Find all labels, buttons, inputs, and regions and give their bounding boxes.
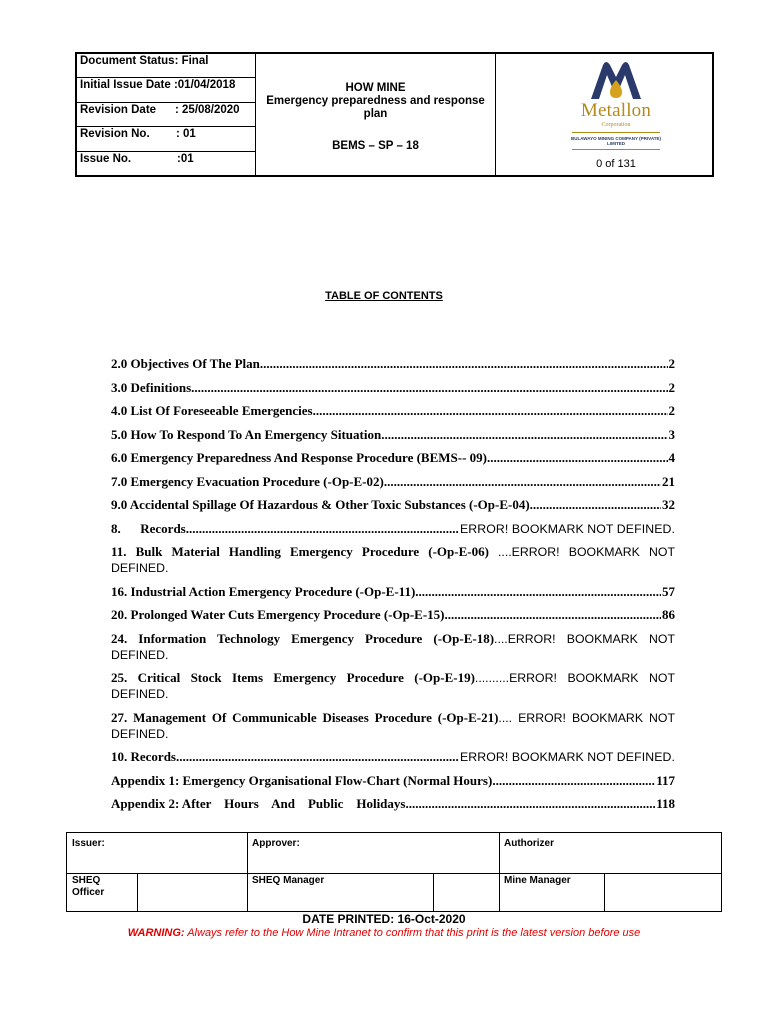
toc-entry-text: 27. Management Of Communicable Diseases Procedure (-Op-E-21) bbox=[111, 709, 499, 725]
toc-entry-text: 8. Records bbox=[111, 520, 186, 536]
footer-divider bbox=[247, 833, 248, 911]
toc-entry[interactable] bbox=[111, 796, 675, 812]
toc-entry-text: Appendix 2: After Hours And Public Holidays bbox=[111, 796, 406, 811]
mine-name: HOW MINE bbox=[345, 82, 406, 94]
revision-no-label: Revision No. bbox=[80, 128, 150, 141]
logo-divider-lower bbox=[572, 149, 660, 150]
footer-divider bbox=[67, 873, 721, 874]
revision-date-label: Revision Date bbox=[80, 103, 157, 116]
revision-no-row bbox=[77, 127, 255, 151]
toc-entry-page: 118 bbox=[656, 796, 675, 811]
document-code: BEMS – SP – 18 bbox=[332, 140, 419, 152]
toc-entry[interactable] bbox=[111, 427, 675, 443]
approver-role: SHEQ Manager bbox=[252, 875, 325, 886]
issuer-role bbox=[72, 875, 104, 899]
document-title-column bbox=[256, 54, 496, 175]
footer-divider bbox=[433, 873, 434, 911]
initial-issue-date-row bbox=[77, 78, 255, 102]
toc-entry[interactable] bbox=[111, 607, 675, 623]
toc-leader bbox=[260, 356, 668, 372]
warning-notice bbox=[0, 927, 768, 939]
toc-entry-page: 86 bbox=[662, 607, 675, 622]
authorizer-label: Authorizer bbox=[504, 838, 554, 849]
toc-entry[interactable] bbox=[111, 450, 675, 466]
page-count: 0 of 131 bbox=[596, 158, 636, 170]
toc-entry-text: 10. Records bbox=[111, 749, 176, 764]
authorizer-role: Mine Manager bbox=[504, 875, 571, 886]
issue-no-label: Issue No. bbox=[80, 152, 132, 165]
metallon-logo-icon bbox=[588, 59, 644, 101]
date-printed: DATE PRINTED: 16-Oct-2020 bbox=[302, 912, 466, 926]
toc-entry-text: 9.0 Accidental Spillage Of Hazardous & Other Toxic Substances (-Op-E-04) bbox=[111, 497, 530, 512]
issuer-label: Issuer: bbox=[72, 838, 105, 849]
toc-entry-text: 6.0 Emergency Preparedness And Response Procedure (BEMS-- 09) bbox=[111, 450, 488, 465]
document-info-column bbox=[77, 54, 256, 175]
document-title-line-1: Emergency preparedness and response bbox=[266, 95, 485, 107]
document-title-line-2: plan bbox=[363, 108, 388, 120]
toc-leader bbox=[530, 497, 661, 513]
logo-wordmark: Metallon bbox=[580, 100, 652, 121]
toc-entry-page: 21 bbox=[662, 473, 675, 489]
approver-label: Approver: bbox=[252, 838, 300, 849]
toc-entry-page: 32 bbox=[662, 497, 675, 512]
toc-entry-text: 5.0 How To Respond To An Emergency Situation bbox=[111, 426, 382, 442]
toc-entry[interactable] bbox=[111, 356, 675, 372]
toc-leader bbox=[186, 521, 459, 537]
toc-entry-page: 57 bbox=[662, 583, 675, 599]
issue-no-row bbox=[77, 152, 255, 175]
issuer-role-line-2: Officer bbox=[72, 887, 105, 898]
toc-entry-text: 20. Prolonged Water Cuts Emergency Procedure (-Op-E-15) bbox=[111, 607, 445, 622]
toc-entry-page: 2 bbox=[668, 403, 675, 418]
toc-entry-text: 7.0 Emergency Evacuation Procedure (-Op-E-02) bbox=[111, 473, 384, 489]
toc-entry[interactable] bbox=[111, 710, 675, 742]
toc-entry-text: 2.0 Objectives Of The Plan bbox=[111, 356, 260, 371]
toc-entry[interactable] bbox=[111, 521, 675, 537]
toc-leader bbox=[313, 403, 668, 419]
toc-entry-page: .... ERROR! BOOKMARK NOT DEFINED. bbox=[111, 710, 675, 741]
toc-entry-page: 4 bbox=[668, 450, 675, 465]
toc-leader bbox=[492, 773, 655, 789]
initial-issue-date-value: 01/04/2018 bbox=[177, 79, 236, 92]
toc-entry-text: 16. Industrial Action Emergency Procedure (-Op-E-11) bbox=[111, 583, 416, 599]
toc-entry-text: 24. Information Technology Emergency Procedure (-Op-E-18) bbox=[111, 630, 495, 646]
toc-entry-text: 25. Critical Stock Items Emergency Procedure (-Op-E-19) bbox=[111, 670, 475, 685]
revision-date-value: : 25/08/2020 bbox=[175, 103, 240, 116]
toc-title: TABLE OF CONTENTS bbox=[325, 290, 443, 302]
toc-leader bbox=[191, 380, 667, 396]
footer-divider bbox=[499, 833, 500, 911]
toc-entry-page: ERROR! BOOKMARK NOT DEFINED. bbox=[459, 521, 675, 536]
toc-leader bbox=[384, 474, 661, 490]
document-status-label: Document Status: Final bbox=[80, 55, 209, 67]
toc-entry[interactable] bbox=[111, 773, 675, 789]
toc-entry[interactable] bbox=[111, 544, 675, 576]
toc-entry[interactable] bbox=[111, 380, 675, 396]
toc-entry-text: Appendix 1: Emergency Organisational Flow-Chart (Normal Hours) bbox=[111, 772, 493, 788]
warning-text: Always refer to the How Mine Intranet to confirm that this print is the latest version before use bbox=[187, 927, 641, 939]
footer-divider bbox=[604, 873, 605, 911]
toc-entry[interactable] bbox=[111, 474, 675, 490]
toc-leader bbox=[445, 607, 661, 623]
document-status-row bbox=[77, 54, 255, 78]
issue-no-value: :01 bbox=[177, 152, 194, 165]
toc-entry-page: ....ERROR! BOOKMARK NOT DEFINED. bbox=[111, 545, 676, 575]
logo-company-name: BULAWAYO MINING COMPANY (PRIVATE) LIMITED bbox=[570, 136, 661, 146]
toc-entry[interactable] bbox=[111, 749, 675, 765]
logo-divider bbox=[572, 132, 660, 133]
revision-date-row bbox=[77, 103, 255, 127]
toc-entry[interactable] bbox=[111, 584, 675, 600]
toc-entry-page: 117 bbox=[656, 772, 675, 788]
revision-no-value: : 01 bbox=[176, 128, 196, 141]
toc-entry-page: 3 bbox=[668, 426, 675, 442]
toc-entry-text: 11. Bulk Material Handling Emergency Procedure (-Op-E-06) bbox=[111, 544, 489, 559]
logo-subtitle: Corporation bbox=[601, 122, 631, 128]
warning-label: WARNING: bbox=[127, 927, 185, 939]
toc-entry-page: ....ERROR! BOOKMARK NOT DEFINED. bbox=[111, 631, 676, 662]
footer-divider bbox=[137, 873, 138, 911]
issuer-role-line-1: SHEQ bbox=[72, 875, 101, 886]
toc-leader bbox=[415, 584, 661, 600]
approval-footer-table bbox=[66, 832, 722, 912]
toc-entry[interactable] bbox=[111, 631, 675, 663]
document-header-table bbox=[75, 52, 714, 177]
initial-issue-date-label: Initial Issue Date : bbox=[80, 79, 178, 92]
logo-column bbox=[496, 54, 712, 175]
toc-entry-page: ERROR! BOOKMARK NOT DEFINED. bbox=[459, 750, 675, 764]
toc-entry-text: 4.0 List Of Foreseeable Emergencies bbox=[111, 403, 313, 418]
toc-entry[interactable] bbox=[111, 497, 675, 513]
toc-leader bbox=[176, 749, 459, 765]
table-of-contents bbox=[111, 356, 675, 820]
toc-entry[interactable] bbox=[111, 670, 675, 702]
toc-leader bbox=[381, 427, 667, 443]
toc-entry-page: ..........ERROR! BOOKMARK NOT DEFINED. bbox=[111, 671, 676, 701]
toc-entry-text: 3.0 Definitions bbox=[111, 379, 192, 395]
toc-entry[interactable] bbox=[111, 403, 675, 419]
toc-leader bbox=[487, 450, 667, 466]
toc-entry-page: 2 bbox=[668, 379, 675, 395]
toc-leader bbox=[405, 796, 655, 812]
toc-entry-page: 2 bbox=[668, 356, 675, 371]
